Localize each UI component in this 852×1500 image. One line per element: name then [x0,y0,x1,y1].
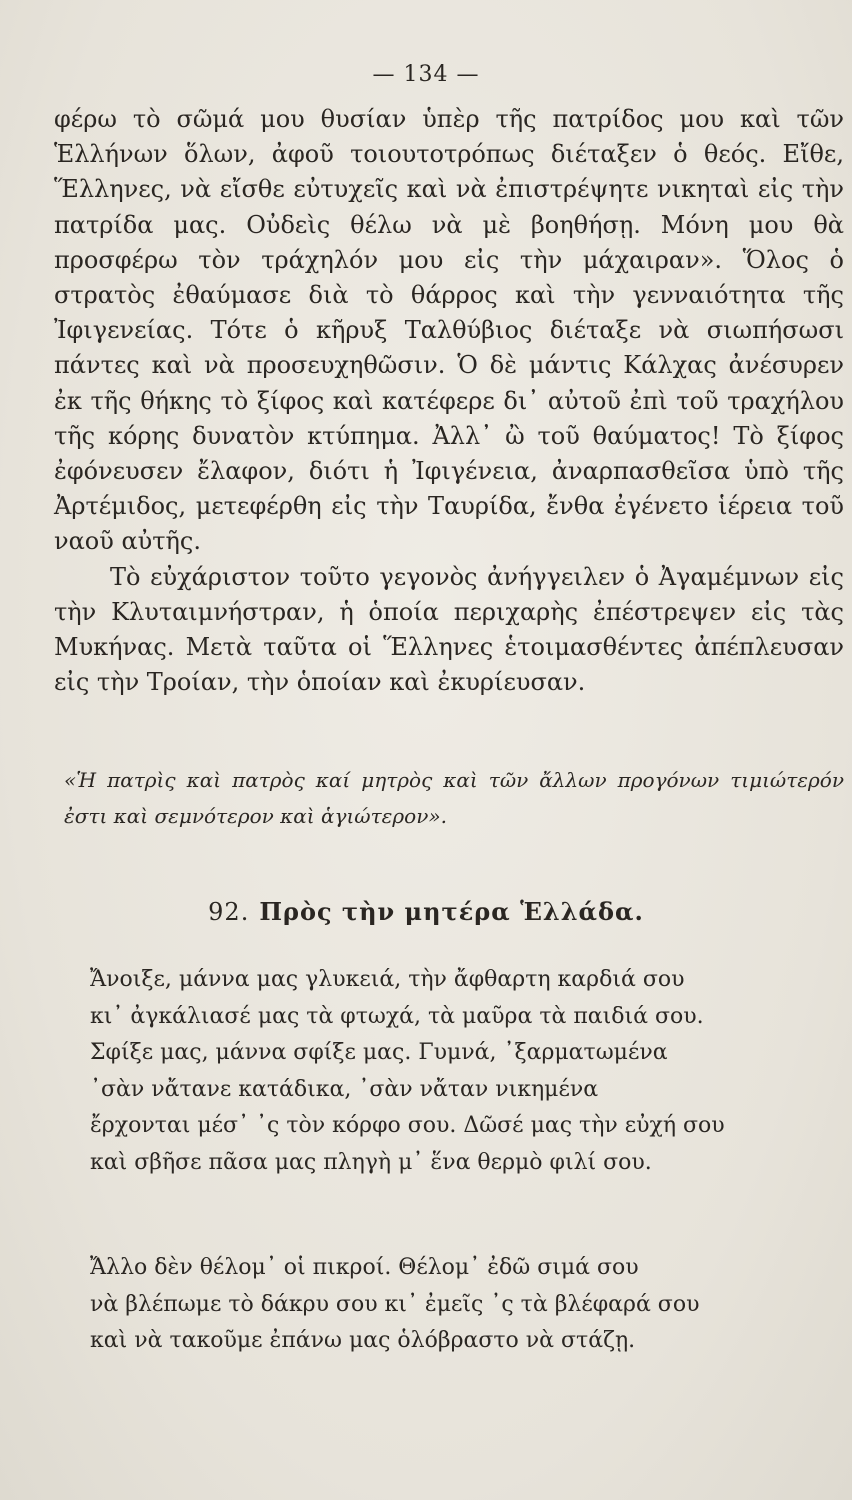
italic-quote: «Ἡ πατρὶς καὶ πατρὸς καί μητρὸς καὶ τῶν ἄλλων προγόνων τιμιώτερόν ἐστι καὶ σεμνότερον καὶ ἁγιώτερον». [64,768,844,828]
prose-body [54,102,844,700]
page-number: — 134 — [372,62,480,87]
section-number: 92. [208,898,250,926]
poem-stanza [90,1250,810,1360]
poem-line: Ἄνοιξε, μάννα μας γλυκειά, τὴν ἄφθαρτη καρδιά σου [90,967,685,992]
prose-paragraph: Τὸ εὐχάριστον τοῦτο γεγονὸς ἀνήγγειλεν ὁ Ἀγαμέμνων εἰς τὴν Κλυταιμνήστραν, ἡ ὁποία περιχαρὴς ἐπέστρεψεν εἰς τὰς Μυκήνας. Μετὰ ταῦτα οἱ Ἕλληνες ἑτοιμασθέντες ἀπέπλευσαν εἰς τὴν Τροίαν, τὴν ὁποίαν καὶ ἐκυρίευσαν. [54,562,844,697]
poem-stanza [90,962,810,1181]
section-heading [0,897,852,926]
poem-line: καὶ νὰ τακοῦμε ἐπάνω μας ὁλόβραστο νὰ στάζῃ. [90,1328,636,1353]
poem-line: κι᾽ ἀγκάλιασέ μας τὰ φτωχά, τὰ μαῦρα τὰ παιδιά σου. [90,1003,704,1029]
poem-line: νὰ βλέπωμε τὸ δάκρυ σου κι᾽ ἐμεῖς ᾽ς τὰ βλέφαρά σου [90,1291,700,1317]
poem-line: Σφίξε μας, μάννα σφίξε μας. Γυμνά, ᾽ξαρματωμένα [90,1040,668,1065]
prose-paragraph: φέρω τὸ σῶμά μου θυσίαν ὑπὲρ τῆς πατρίδος μου καὶ τῶν Ἑλλήνων ὅλων, ἀφοῦ τοιουτοτρόπως διέταξεν ὁ θεός. Εἴθε, Ἕλληνες, νὰ εἴσθε εὐτυχεῖς καὶ νὰ ἐπιστρέψητε νικηταὶ εἰς τὴν πατρίδα μας. Οὐδεὶς θέλω νὰ μὲ βοηθήσῃ. Μόνη μου θὰ προσφέρω τὸν τράχηλόν μου εἰς τὴν μάχαιραν». Ὅλος ὁ στρατὸς ἐθαύμασε διὰ τὸ θάρρος καὶ τὴν γενναιότητα τῆς Ἰφιγενείας. Τότε ὁ κῆρυξ Ταλθύβιος διέταξε νὰ σιωπήσωσι πάντες καὶ νὰ προσευχηθῶσιν. Ὁ δὲ μάντις Κάλχας ἀνέσυρεν ἐκ τῆς θήκης τὸ ξίφος καὶ κατέφερε δι᾽ αὐτοῦ ἐπὶ τοῦ τραχήλου τῆς κόρης δυνατὸν κτύπημα. Ἀλλ᾽ ὢ τοῦ θαύματος! Τὸ ξίφος ἐφόνευσεν ἔλαφον, διότι ἡ Ἰφιγένεια, ἀναρπασθεῖσα ὑπὸ τῆς Ἀρτέμιδος, μετεφέρθη εἰς τὴν Ταυρίδα, ἔνθα ἐγένετο ἱέρεια τοῦ ναοῦ αὐτῆς. [54,105,844,556]
section-title: Πρὸς τὴν μητέρα Ἑλλάδα. [259,897,644,926]
poem-line: ᾽σὰν νἄτανε κατάδικα, ᾽σὰν νἄταν νικημένα [90,1076,599,1102]
poem-line: καὶ σβῆσε πᾶσα μας πληγὴ μ᾽ ἕνα θερμὸ φιλί σου. [90,1149,652,1175]
poem-line: Ἄλλο δὲν θέλομ᾽ οἱ πικροί. Θέλομ᾽ ἐδῶ σιμά σου [90,1255,639,1280]
poem-line: ἔρχονται μέσ᾽ ᾽ς τὸν κόρφο σου. Δῶσέ μας τὴν εὐχή σου [90,1113,725,1138]
